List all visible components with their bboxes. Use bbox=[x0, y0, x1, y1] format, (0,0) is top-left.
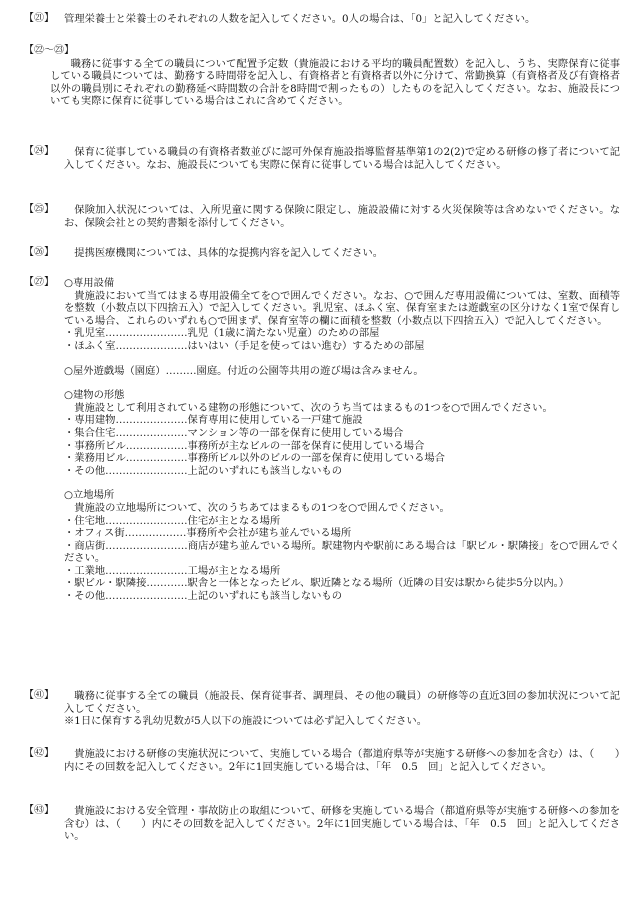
section-label: 【㉑】 bbox=[24, 13, 54, 24]
building-text: 貴施設として利用されている建物の形態について、次のうち当てはまるもの1つを○で囲んでください。 bbox=[74, 401, 553, 414]
location-heading: ○立地場所 bbox=[64, 489, 115, 502]
location-text: 貴施設の立地場所について、次のうちあてはまるもの1つを○で囲んでください。 bbox=[74, 501, 450, 514]
section-27 bbox=[24, 277, 620, 603]
section-label: 【㉗】 bbox=[24, 277, 54, 288]
section-label: 【㉖】 bbox=[24, 247, 54, 258]
location-item: ・駅ビル・駅隣接…………駅舎と一体となったビル、駅近隣となる場所（近隣の目安は駅から徒歩5分以内。） bbox=[64, 577, 570, 590]
building-item: ・業務用ビル………………事務所ビル以外のビルの一部を保育に使用している場合 bbox=[64, 452, 445, 465]
section-25 bbox=[24, 204, 620, 229]
location-item: ・その他……………………上記のいずれにも該当しないもの bbox=[64, 590, 343, 603]
building-item: ・その他……………………上記のいずれにも該当しないもの bbox=[64, 464, 343, 477]
section-label: 【㊸】 bbox=[24, 805, 54, 816]
equipment-heading: ○専用設備 bbox=[64, 277, 115, 289]
section-label: 【㊶】 bbox=[24, 690, 54, 701]
section-26 bbox=[24, 247, 620, 260]
section-text: 貴施設における安全管理・事故防止の取組について、研修を実施している場合（都道府県等が実施する研修への参加を含む）は、（ ）内にその回数を記入してください。2年に1回実施している場合は、「年 0.5 回」と記入してください。 bbox=[64, 805, 620, 843]
equipment-item: ・乳児室……………………乳児（1歳に満たない児童）のための部屋 bbox=[64, 327, 380, 340]
section-label: 【㉕】 bbox=[24, 204, 54, 215]
section-label: 【㊷】 bbox=[24, 748, 54, 759]
section-41 bbox=[24, 690, 620, 728]
outdoor-yard-text: ○屋外遊戯場（園庭）………園庭。付近の公園等共用の遊び場は含みません。 bbox=[64, 364, 424, 377]
section-22-23 bbox=[24, 45, 620, 108]
location-item: ・住宅地……………………住宅が主となる場所 bbox=[64, 514, 281, 527]
section-label: 【㉔】 bbox=[24, 146, 54, 157]
section-text: 職務に従事する全ての職員（施設長、保育従事者、調理員、その他の職員）の研修等の直近3回の参加状況について記入してください。 bbox=[64, 690, 620, 715]
section-text: 保育に従事している職員の有資格者数並びに認可外保育施設指導監督基準第1の2(2)で定める研修の修了者について記入してください。なお、施設長についても実際に保育に従事している場合は記入してください。 bbox=[64, 146, 620, 171]
section-24 bbox=[24, 146, 620, 171]
equipment-item: ・ほふく室…………………はいはい（手足を使ってはい進む）するための部屋 bbox=[64, 339, 425, 352]
location-item: ・工業地……………………工場が主となる場所 bbox=[64, 564, 281, 577]
section-label: 【㉒～㉓】 bbox=[24, 45, 74, 56]
section-21 bbox=[24, 13, 620, 26]
section-42 bbox=[24, 748, 620, 773]
equipment-text: 貴施設において当てはまる専用設備全てを○で囲んでください。なお、○で囲んだ専用設備については、室数、面積等を整数（小数点以下四捨五入）で記入してください。乳児室、ほふく室、保育室または遊戯室の区分けなく1室で保育している場合、これらのいずれも○で囲まず、保育室等の欄に面積を整数（小数点以下四捨五入）で記入してください。 bbox=[64, 289, 620, 327]
section-text: 提携医療機関については、具体的な提携内容を記入してください。 bbox=[74, 247, 383, 259]
section-text: 職務に従事する全ての職員について配置予定数（貴施設における平均的職員配置数）を記入し、うち、実際保育に従事している職員については、勤務する時間帯を記入し、有資格者と有資格者以外に分けて、常勤換算（有資格者及び有資格者以外の職員別にそれぞれの勤務延べ時間数の合計を8時間で割ったもの）したものを記入してください。なお、施設長についても実際に保育に従事している場合はこれに含めてください。 bbox=[50, 57, 620, 108]
location-item: ・オフィス街………………事務所や会社が建ち並んでいる場所 bbox=[64, 527, 352, 540]
section-text: 管理栄養士と栄養士のそれぞれの人数を記入してください。0人の場合は、「0」と記入してください。 bbox=[64, 13, 536, 25]
section-43 bbox=[24, 805, 620, 843]
location-item: ・商店街……………………商店が建ち並んでいる場所。駅建物内や駅前にある場合は「駅ビル・駅隣接」を○で囲んでください。 bbox=[64, 539, 620, 565]
section-text: 保険加入状況については、入所児童に関する保険に限定し、施設設備に対する火災保険等は含めないでください。なお、保険会社との契約書類を添付してください。 bbox=[64, 204, 620, 229]
building-item: ・専用建物…………………保育専用に使用している一戸建て施設 bbox=[64, 414, 363, 427]
section-note: ※1日に保育する乳幼児数が5人以下の施設については必ず記入してください。 bbox=[64, 715, 427, 728]
building-item: ・集合住宅…………………マンション等の一部を保育に使用している場合 bbox=[64, 426, 404, 439]
building-heading: ○建物の形態 bbox=[64, 389, 125, 402]
section-text: 貴施設における研修の実施状況について、実施している場合（都道府県等が実施する研修への参加を含む）は、（ ）内にその回数を記入してください。2年に1回実施している場合は、「年 0.5 回」と記入してください。 bbox=[64, 748, 620, 773]
building-item: ・事務所ビル………………事務所が主なビルの一部を保育に使用している場合 bbox=[64, 439, 425, 452]
